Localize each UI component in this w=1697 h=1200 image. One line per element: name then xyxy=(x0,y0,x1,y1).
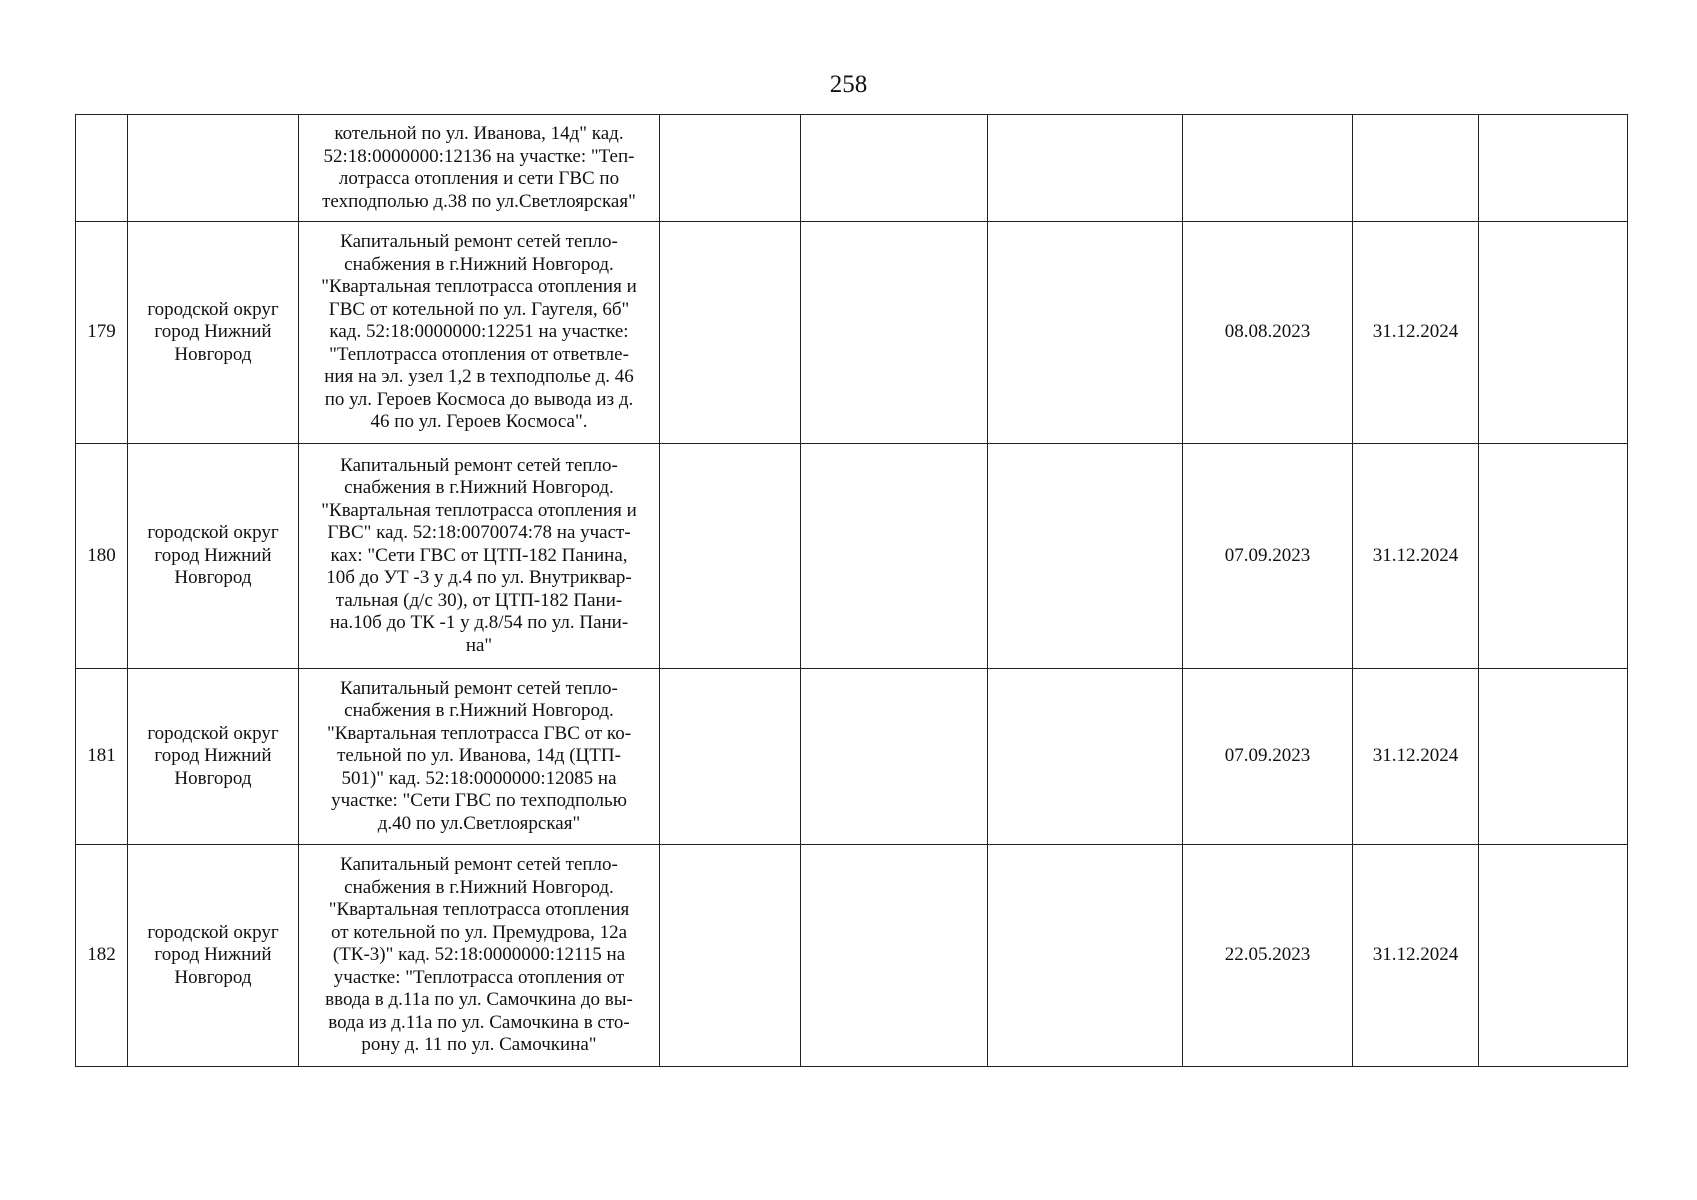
description-line: тельной по ул. Иванова, 14д (ЦТП- xyxy=(337,745,621,767)
works-table xyxy=(75,114,1628,1067)
empty-cell xyxy=(1479,115,1628,222)
start-date-cell: 08.08.2023 xyxy=(1183,222,1353,444)
page-number: 258 xyxy=(829,71,868,98)
description-line: Капитальный ремонт сетей тепло- xyxy=(340,677,618,699)
empty-cell xyxy=(1479,845,1628,1067)
description-line: ввода в д.11а по ул. Самочкина до вы- xyxy=(325,989,633,1011)
description-line: "Квартальная теплотрасса ГВС от ко- xyxy=(326,722,632,744)
empty-cell xyxy=(801,845,988,1067)
description-line: 46 по ул. Героев Космоса". xyxy=(370,411,588,433)
empty-cell xyxy=(801,115,988,222)
description-line: лотрасса отопления и сети ГВС по xyxy=(338,168,620,189)
end-date-cell xyxy=(1353,115,1479,222)
description-line: 501)" кад. 52:18:0000000:12085 на xyxy=(341,767,617,789)
description-cell xyxy=(299,444,660,669)
description-line: "Квартальная теплотрасса отопления и xyxy=(321,276,637,298)
description-line: тальная (д/с 30), от ЦТП-182 Пани- xyxy=(335,589,623,611)
description-line: Капитальный ремонт сетей тепло- xyxy=(340,454,618,476)
description-line: техподполью д.38 по ул.Светлоярская" xyxy=(322,190,636,212)
description-line: котельной по ул. Иванова, 14д" кад. xyxy=(334,123,624,144)
location-line: Новгород xyxy=(174,567,252,589)
end-date-cell: 31.12.2024 xyxy=(1353,669,1479,845)
empty-cell xyxy=(988,222,1183,444)
location-cell xyxy=(128,845,299,1067)
end-date-cell: 31.12.2024 xyxy=(1353,845,1479,1067)
description-line: (ТК-3)" кад. 52:18:0000000:12115 на xyxy=(332,944,626,966)
description-line: 52:18:0000000:12136 на участке: "Теп- xyxy=(323,145,635,167)
description-line: снабжения в г.Нижний Новгород. xyxy=(344,477,614,499)
table-row xyxy=(76,444,1628,669)
table-row xyxy=(76,222,1628,444)
location-line: городской округ xyxy=(147,298,279,320)
description-line: ния на эл. узел 1,2 в техподполье д. 46 xyxy=(324,366,634,388)
description-line: рону д. 11 по ул. Самочкина" xyxy=(361,1034,597,1056)
description-line: снабжения в г.Нижний Новгород. xyxy=(344,253,614,275)
location-cell xyxy=(128,444,299,669)
location-line: городской округ xyxy=(147,921,279,943)
description-line: участке: "Сети ГВС по техподполью xyxy=(331,790,627,812)
description-line: д.40 по ул.Светлоярская" xyxy=(377,812,581,834)
location-line: город Нижний xyxy=(154,944,272,966)
location-line: Новгород xyxy=(174,767,252,789)
description-line: Капитальный ремонт сетей тепло- xyxy=(340,854,618,876)
location-line: город Нижний xyxy=(154,745,272,767)
description-line: снабжения в г.Нижний Новгород. xyxy=(344,700,614,722)
empty-cell xyxy=(660,115,801,222)
empty-cell xyxy=(988,115,1183,222)
description-line: "Квартальная теплотрасса отопления и xyxy=(321,499,637,521)
description-cell xyxy=(299,222,660,444)
description-line: кад. 52:18:0000000:12251 на участке: xyxy=(329,321,629,343)
description-line: "Теплотрасса отопления от ответвле- xyxy=(329,343,629,365)
row-number-cell xyxy=(76,115,128,222)
empty-cell xyxy=(660,669,801,845)
description-line: ГВС от котельной по ул. Гаугеля, 6б" xyxy=(328,298,630,320)
location-cell xyxy=(128,222,299,444)
start-date-cell: 22.05.2023 xyxy=(1183,845,1353,1067)
location-line: Новгород xyxy=(174,343,252,365)
description-line: "Квартальная теплотрасса отопления xyxy=(328,899,630,921)
description-line: Капитальный ремонт сетей тепло- xyxy=(340,231,618,253)
table-row xyxy=(76,115,1628,222)
empty-cell xyxy=(660,222,801,444)
row-number-cell: 182 xyxy=(76,845,128,1067)
description-line: по ул. Героев Космоса до вывода из д. xyxy=(324,388,634,410)
start-date-cell: 07.09.2023 xyxy=(1183,444,1353,669)
location-cell xyxy=(128,115,299,222)
description-line: на.10б до ТК -1 у д.8/54 по ул. Пани- xyxy=(329,612,629,634)
empty-cell xyxy=(1479,444,1628,669)
description-line: вода из д.11а по ул. Самочкина в сто- xyxy=(328,1011,630,1033)
location-line: город Нижний xyxy=(154,544,272,566)
empty-cell xyxy=(660,845,801,1067)
description-line: на" xyxy=(465,634,493,656)
end-date-cell: 31.12.2024 xyxy=(1353,222,1479,444)
description-line: от котельной по ул. Премудрова, 12а xyxy=(330,921,628,943)
row-number-cell: 180 xyxy=(76,444,128,669)
description-line: ГВС" кад. 52:18:0070074:78 на участ- xyxy=(327,522,631,544)
description-line: 10б до УТ -3 у д.4 по ул. Внутриквар- xyxy=(326,567,632,589)
empty-cell xyxy=(801,669,988,845)
end-date-cell: 31.12.2024 xyxy=(1353,444,1479,669)
location-cell xyxy=(128,669,299,845)
table-row xyxy=(76,845,1628,1067)
description-cell xyxy=(299,669,660,845)
description-line: участке: "Теплотрасса отопления от xyxy=(333,966,625,988)
description-line: ках: "Сети ГВС от ЦТП-182 Панина, xyxy=(330,544,628,566)
empty-cell xyxy=(801,222,988,444)
empty-cell xyxy=(801,444,988,669)
location-line: Новгород xyxy=(174,966,252,988)
empty-cell xyxy=(1479,669,1628,845)
location-line: городской округ xyxy=(147,722,279,744)
empty-cell xyxy=(660,444,801,669)
description-cell xyxy=(299,845,660,1067)
empty-cell xyxy=(988,444,1183,669)
description-cell xyxy=(299,115,660,222)
start-date-cell: 07.09.2023 xyxy=(1183,669,1353,845)
table-row xyxy=(76,669,1628,845)
empty-cell xyxy=(988,669,1183,845)
empty-cell xyxy=(1479,222,1628,444)
row-number-cell: 181 xyxy=(76,669,128,845)
start-date-cell xyxy=(1183,115,1353,222)
location-line: город Нижний xyxy=(154,321,272,343)
location-line: городской округ xyxy=(147,522,279,544)
description-line: снабжения в г.Нижний Новгород. xyxy=(344,876,614,898)
empty-cell xyxy=(988,845,1183,1067)
row-number-cell: 179 xyxy=(76,222,128,444)
